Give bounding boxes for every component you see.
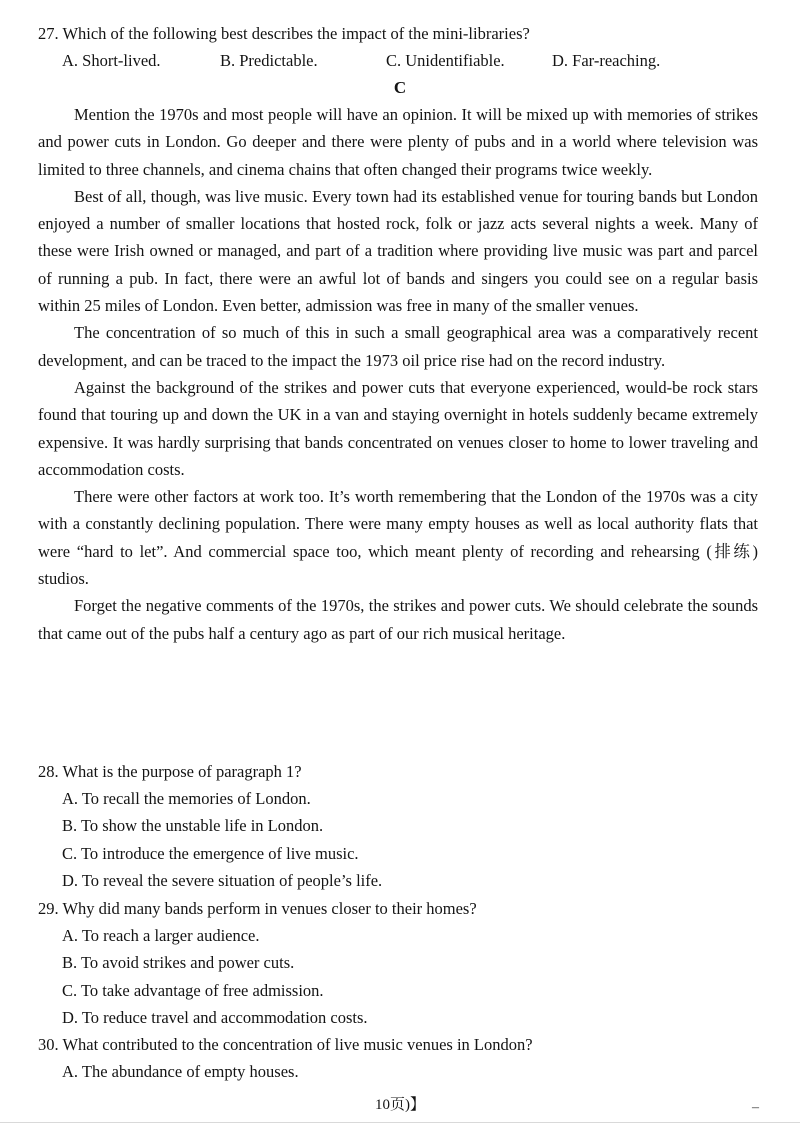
bottom-divider <box>0 1122 800 1123</box>
question-27-option-a: A. Short-lived. <box>62 51 161 70</box>
question-29-option-b: B. To avoid strikes and power cuts. <box>62 953 295 972</box>
question-28-stem: 28. What is the purpose of paragraph 1? <box>38 762 302 781</box>
question-29-option-d: D. To reduce travel and accommodation costs. <box>62 1008 368 1027</box>
question-28-option-d: D. To reveal the severe situation of people’s life. <box>62 871 383 890</box>
question-29-stem: 29. Why did many bands perform in venues closer to their homes? <box>38 899 477 918</box>
question-29-option-c: C. To take advantage of free admission. <box>62 981 324 1000</box>
paragraph-5: There were other factors at work too. It’s worth remembering that the London of the 1970s was a city with a constantly declining population. There were many empty houses as well as local authority flats that were “hard to let”. And commercial space too, which meant plenty of recording and rehearsing (排练) studios. <box>38 487 758 589</box>
question-29-option-a: A. To reach a larger audience. <box>62 926 260 945</box>
section-title: C <box>393 78 407 97</box>
footer-mark: – <box>752 1100 759 1115</box>
question-28-option-a: A. To recall the memories of London. <box>62 789 311 808</box>
paragraph-1: Mention the 1970s and most people will have an opinion. It will be mixed up with memories of strikes and power cuts in London. Go deeper and there were plenty of pubs and in a world where television was limited to three channels, and cinema chains that often changed their programs twice weekly. <box>38 105 758 179</box>
question-27-stem: 27. Which of the following best describes the impact of the mini-libraries? <box>38 24 530 43</box>
question-28-option-b: B. To show the unstable life in London. <box>62 816 324 835</box>
question-30-stem: 30. What contributed to the concentration of live music venues in London? <box>38 1035 533 1054</box>
reading-passage <box>38 101 758 647</box>
question-27-option-d: D. Far-reaching. <box>552 51 661 70</box>
question-27-option-c: C. Unidentifiable. <box>386 51 505 70</box>
question-28-option-c: C. To introduce the emergence of live music. <box>62 844 359 863</box>
paragraph-3: The concentration of so much of this in such a small geographical area was a comparatively recent development, and can be traced to the impact the 1973 oil price rise had on the record industry. <box>38 323 758 370</box>
paragraph-4: Against the background of the strikes and power cuts that everyone experienced, would-be rock stars found that touring up and down the UK in a van and staying overnight in hotels suddenly became extremely expensive. It was hardly surprising that bands concentrated on venues closer to home to lower traveling and accommodation costs. <box>38 377 758 479</box>
paragraph-2: Best of all, though, was live music. Every town had its established venue for touring bands but London enjoyed a number of smaller locations that hosted rock, folk or jazz acts several nights a week. Many of these were Irish owned or managed, and part of a tradition where providing live music was part and parcel of running a pub. In fact, there were an awful lot of bands and singers you could see on a regular basis within 25 miles of London. Even better, admission was free in many of the smaller venues. <box>38 186 758 316</box>
page-footer: 10页)】 <box>375 1097 425 1113</box>
question-27-option-b: B. Predictable. <box>220 51 318 70</box>
question-30-option-a: A. The abundance of empty houses. <box>62 1062 299 1081</box>
paragraph-6: Forget the negative comments of the 1970s, the strikes and power cuts. We should celebrate the sounds that came out of the pubs half a century ago as part of our rich musical heritage. <box>38 596 758 643</box>
